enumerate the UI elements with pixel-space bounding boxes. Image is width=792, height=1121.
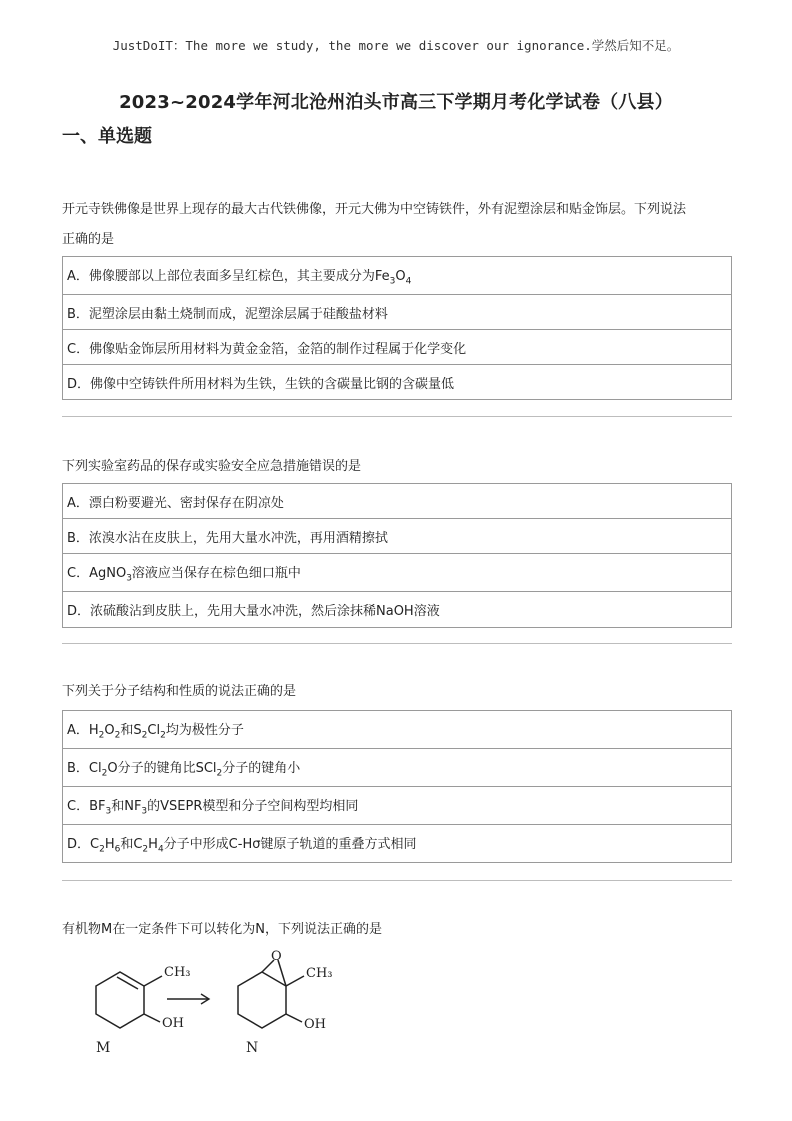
subscript: 2 [114,730,121,741]
question-1-option-b[interactable] [63,295,732,330]
subscript: 2 [160,730,166,741]
product-hydroxyl-label: OH [304,1017,326,1032]
question-1-options [62,256,732,400]
option-text: O [395,268,406,284]
option-text: 分子中形成C-Hσ键原子轨道的重叠方式相同 [163,836,417,852]
question-3-stem [62,677,734,707]
subscript: 2 [216,768,223,779]
question-4-stem-line: 有机物M在一定条件下可以转化为N，下列说法正确的是 [62,922,382,937]
question-divider [62,880,732,881]
question-3-option-c[interactable] [63,787,732,825]
subscript: 6 [114,844,121,855]
option-text: B．泥塑涂层由黏土烧制而成，泥塑涂层属于硅酸盐材料 [67,306,388,322]
epoxide-oxygen-label: O [271,949,282,964]
option-text: B．Cl [67,760,102,776]
product-methyl-label: CH₃ [306,966,333,981]
question-2-option-b[interactable] [63,519,732,554]
subscript: 4 [157,844,164,855]
question-3-options [62,710,732,863]
option-text: Cl [147,722,161,738]
question-1-option-d[interactable] [63,365,732,400]
reactant-label: M [96,1040,111,1056]
question-2-stem-line: 下列实验室药品的保存或实验安全应急措施错误的是 [62,459,362,474]
question-divider [62,416,732,417]
subscript: 3 [105,806,112,817]
option-text: O分子的键角比SCl [107,760,217,776]
option-text: 分子的键角小 [222,760,301,776]
question-1-option-a[interactable] [63,257,732,295]
option-text: 和C [120,836,143,852]
option-text: C．BF [67,798,106,814]
option-text: A．H [67,722,99,738]
subscript: 2 [99,844,105,855]
option-text: 的VSEPR模型和分子空间构型均相同 [147,798,359,814]
question-3-option-d[interactable] [63,825,732,863]
question-1-stem [62,195,734,255]
option-text: 和NF [111,798,142,814]
option-text: O [104,722,115,738]
option-text: H [104,836,115,852]
question-3-stem-line: 下列关于分子结构和性质的说法正确的是 [62,684,297,699]
subscript: 2 [98,730,105,741]
option-text: D．佛像中空铸铁件所用材料为生铁，生铁的含碳量比钢的含碳量低 [67,376,455,392]
question-3-option-b[interactable] [63,749,732,787]
question-1-stem-line: 正确的是 [62,232,115,247]
reactant-hydroxyl-label: OH [162,1016,184,1031]
product-n-structure [238,960,304,1028]
question-2-option-c[interactable] [63,554,732,592]
subscript: 2 [142,844,149,855]
section-heading: 一、单选题 [62,126,152,147]
header-motto: JustDoIT：The more we study, the more we discover our ignorance.学然后知不足。 [112,38,680,53]
subscript: 3 [141,806,148,817]
question-2-option-a[interactable] [63,484,732,519]
document-title: 2023~2024学年河北沧州泊头市高三下学期月考化学试卷（八县） [119,92,673,113]
option-text: C．AgNO [67,565,127,581]
question-1-option-c[interactable] [63,330,732,365]
subscript: 4 [405,276,412,287]
reaction-scheme-diagram [62,948,362,1068]
question-2-options [62,483,732,628]
question-divider [62,643,732,644]
option-text: A．佛像腰部以上部位表面多呈红棕色，其主要成分为Fe [67,268,390,284]
option-text: 和S [120,722,142,738]
question-2-option-d[interactable] [63,592,732,628]
question-1-stem-line: 开元寺铁佛像是世界上现存的最大古代铁佛像，开元大佛为中空铸铁件，外有泥塑涂层和贴金饰层。下列说法 [62,202,687,217]
option-text: A．漂白粉要避光、密封保存在阴凉处 [67,495,284,511]
option-text: D．浓硫酸沾到皮肤上，先用大量水冲洗，然后涂抹稀NaOH溶液 [67,604,440,619]
option-text: 溶液应当保存在棕色细口瓶中 [131,565,301,581]
product-label: N [246,1040,259,1056]
subscript: 3 [126,573,132,584]
question-2-stem [62,452,734,482]
option-text: 均为极性分子 [165,722,244,738]
subscript: 2 [101,768,108,779]
subscript: 2 [141,730,148,741]
subscript: 3 [389,276,396,287]
option-text: D．C [67,836,100,852]
option-text: C．佛像贴金饰层所用材料为黄金金箔，金箔的制作过程属于化学变化 [67,341,467,357]
reaction-arrow [167,994,209,1004]
reactant-methyl-label: CH₃ [164,965,191,980]
option-text: B．浓溴水沾在皮肤上，先用大量水冲洗，再用酒精擦拭 [67,530,388,546]
question-4-stem [62,915,734,945]
reactant-m-structure [96,972,162,1028]
question-3-option-a[interactable] [63,711,732,749]
option-text: H [148,836,158,852]
